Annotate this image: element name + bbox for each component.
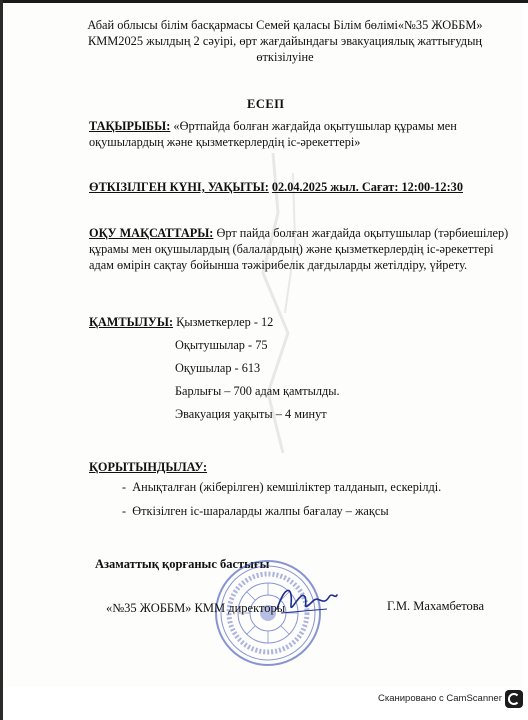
topic-paragraph (89, 118, 509, 150)
conclusion-item-1-text: Анықталған (жіберілген) кемшіліктер талданып, ескерілді. (132, 480, 442, 494)
goals-text: Өрт пайда болған жағдайда оқытушылар (тәрбиешілер) құрамы мен оқушылардың (балалардың) және қызметкерлердің іс-әрекеттері адам өмірін сақтау бойынша тәжірибелік дағдыларды жетілдіру, үйрету. (89, 226, 509, 272)
civil-defense-head-title: Азаматтық қорғаныс бастығы (95, 557, 270, 571)
header-line-3: өткізілуіне (256, 50, 314, 64)
conclusion-label: ҚОРЫТЫНДЫЛАУ: (89, 460, 208, 474)
camscanner-logo-icon (504, 689, 524, 709)
header-line-2: КММ2025 жылдың 2 сәуірі, өрт жағдайындағы эвакуациялық жаттығудың (87, 34, 483, 48)
goals-paragraph (89, 225, 509, 273)
coverage-total: Барлығы – 700 адам қамтылды. (175, 384, 340, 398)
conclusion-item-1 (122, 479, 441, 495)
goals-label: ОҚУ МАҚСАТТАРЫ: (89, 226, 214, 240)
topic-label: ТАҚЫРЫБЫ: (89, 119, 171, 133)
coverage-line-1 (89, 314, 273, 330)
signer-name: Г.М. Махамбетова (387, 599, 485, 613)
scanner-watermark-label: Сканировано с CamScanner (378, 693, 502, 704)
bullet-dash: - (122, 504, 133, 518)
coverage-students: Оқушылар - 613 (175, 361, 261, 375)
conclusion-item-2-text: Өткізілген іс-шараларды жалпы бағалау – жақсы (132, 504, 389, 518)
date-line (89, 179, 463, 195)
report-title: ЕСЕП (247, 97, 285, 111)
topic-text: «Өртпайда болған жағдайда оқытушылар құрамы мен оқушылардың және қызметкерлердің іс-әрекеттері» (89, 119, 457, 149)
document-page (3, 3, 522, 687)
coverage-evacuation-time: Эвакуация уақыты – 4 минут (175, 407, 327, 421)
header-line-1: Абай облысы білім басқармасы Семей қаласы Білім бөлімі«№35 ЖОББМ» (87, 18, 483, 32)
coverage-teachers: Оқытушылар - 75 (175, 338, 268, 352)
date-value: 02.04.2025 жыл. Сағат: 12:00-12:30 (271, 180, 463, 194)
bullet-dash: - (122, 480, 133, 494)
coverage-staff: Қызметкерлер - 12 (176, 315, 274, 329)
coverage-label: ҚАМТЫЛУЫ: (89, 315, 174, 329)
document-header (55, 17, 515, 65)
conclusion-item-2 (122, 503, 389, 519)
date-label: ӨТКІЗІЛГЕН КҮНІ, УАҚЫТЫ: (89, 180, 269, 194)
director-title: «№35 ЖОББМ» КММ директоры (106, 601, 286, 615)
